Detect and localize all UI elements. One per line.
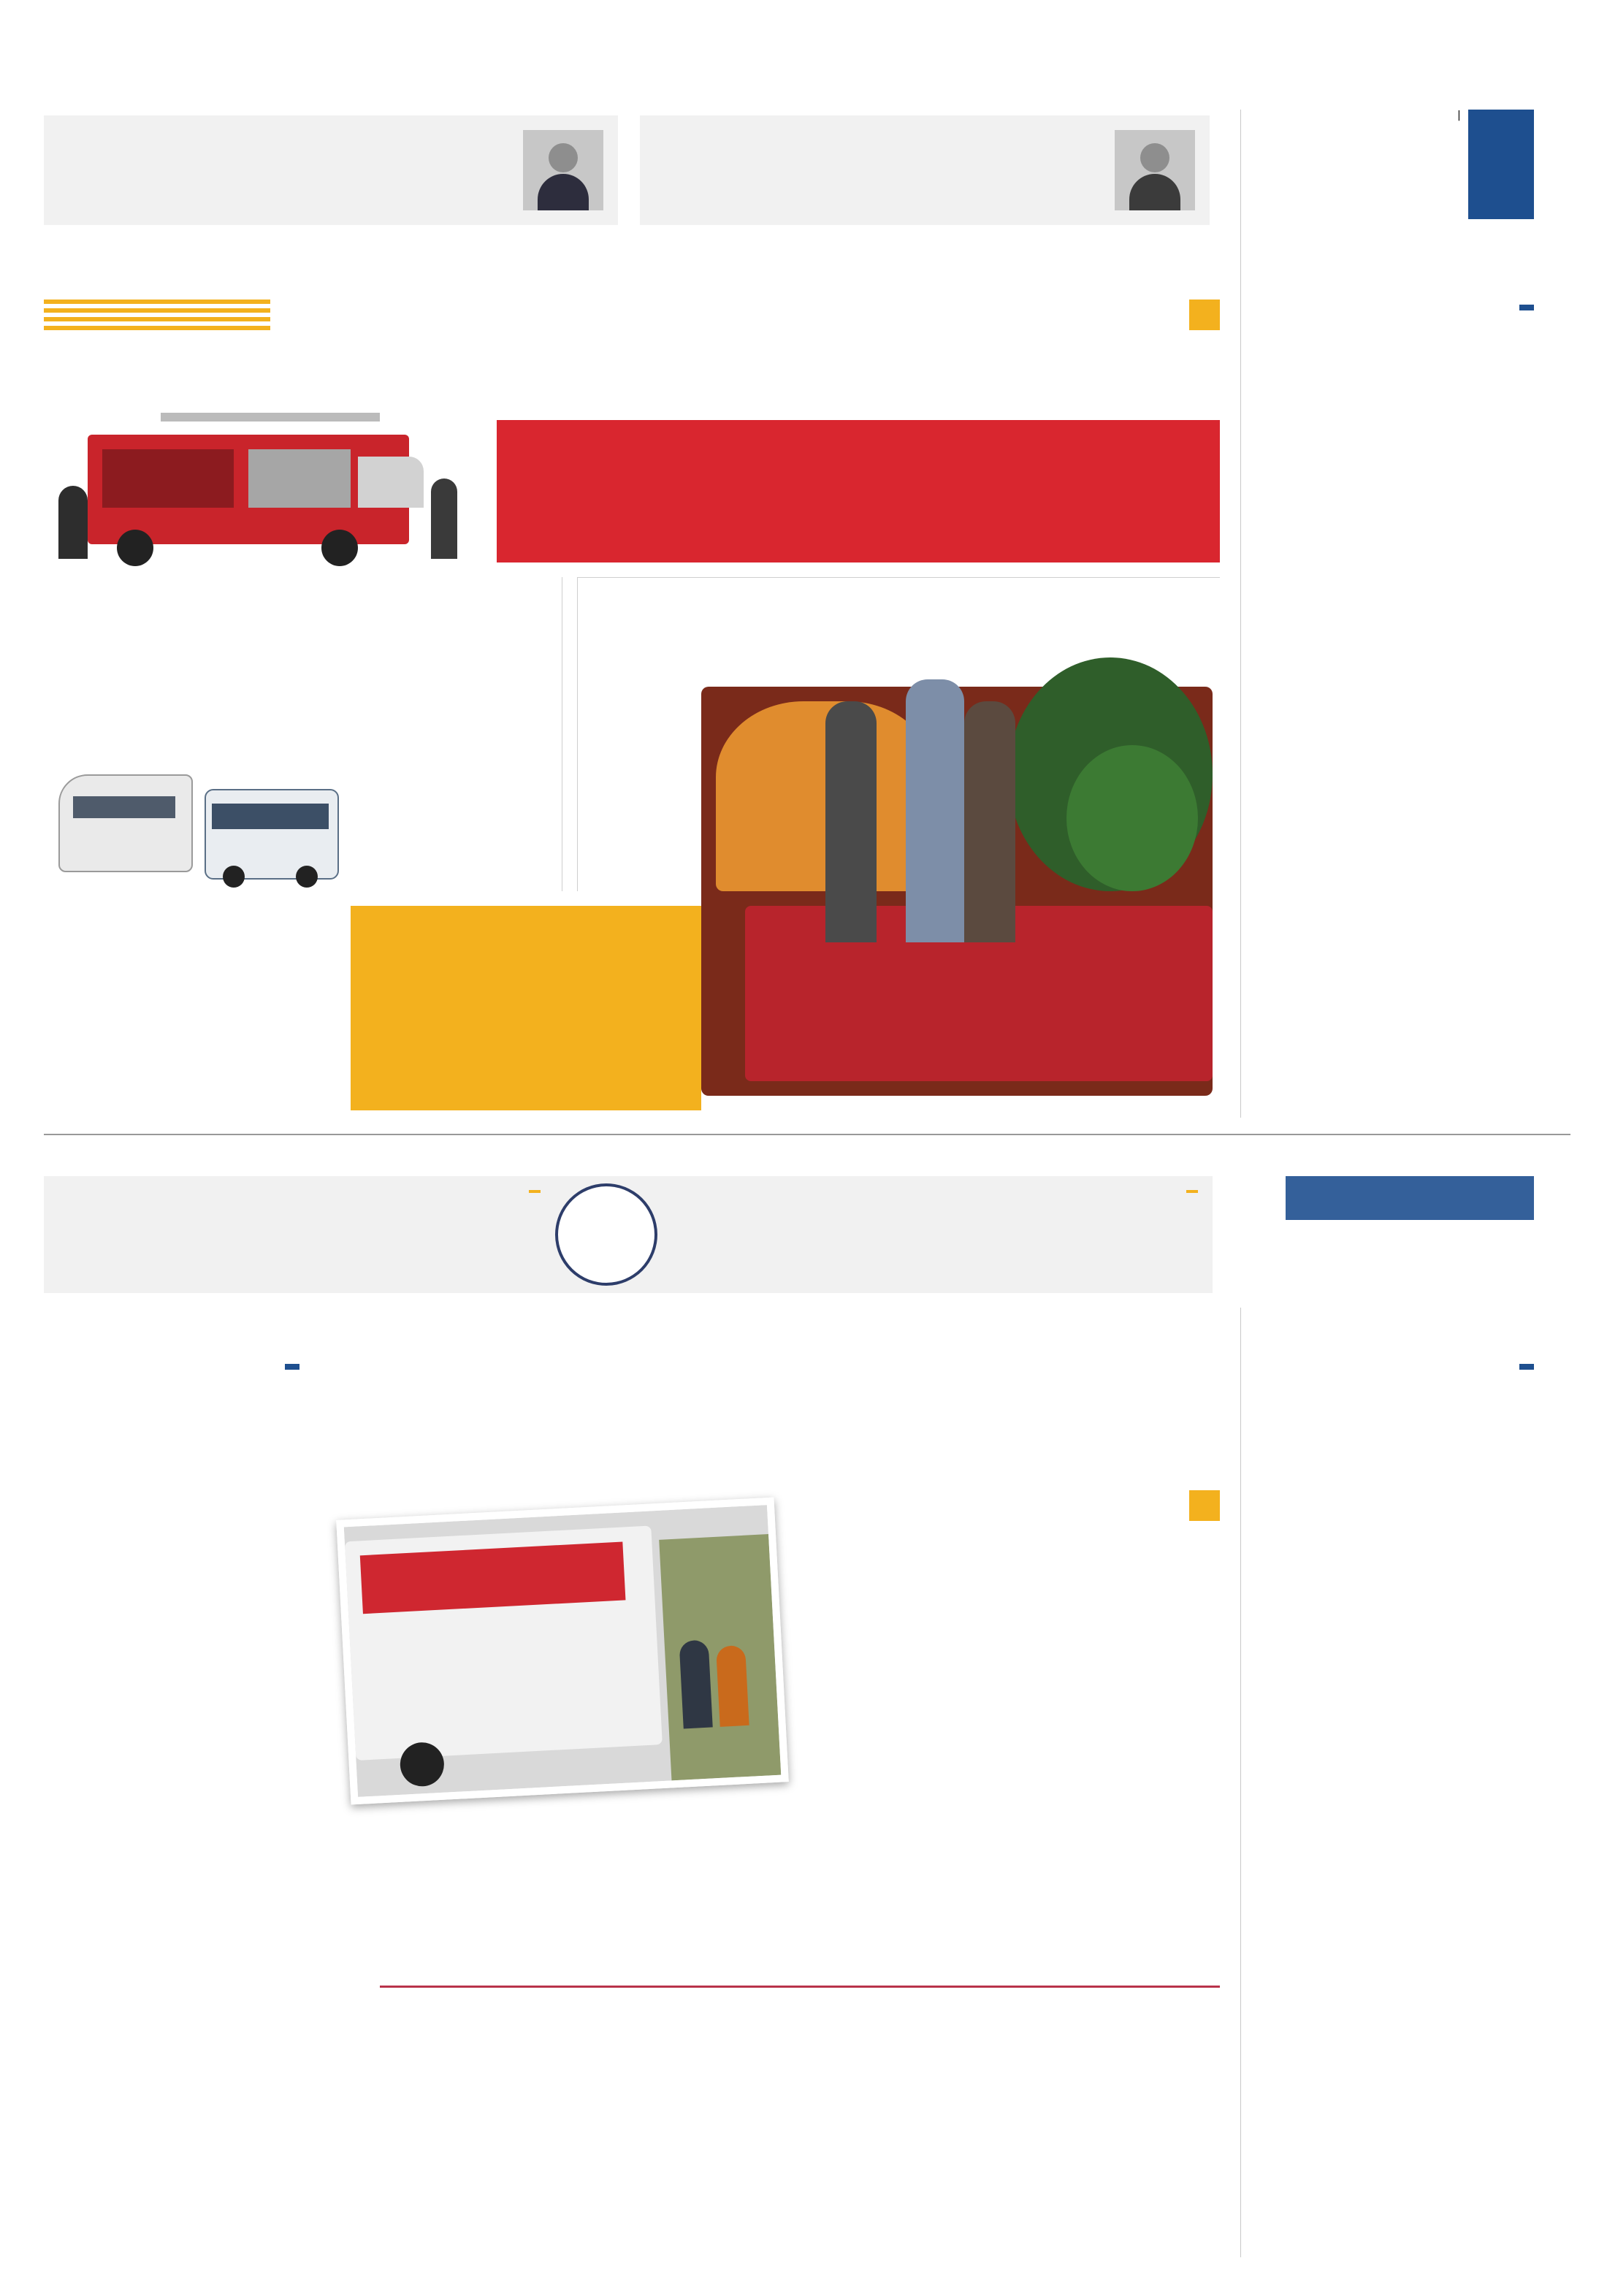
health-logo-bottom [1286,1227,1534,1286]
market-box [351,906,701,1110]
page-editor [1286,257,1534,273]
sidebar-news [1286,1359,1534,2257]
emergency-column [44,1359,299,2257]
news-stamp [546,1176,667,1293]
mid-strip [44,1176,1213,1293]
main-subhead [278,369,1103,401]
mid-left-title [1186,1190,1198,1193]
ambulance-photo [336,1498,789,1805]
section-divider [44,1134,1570,1135]
hours-line [44,326,270,330]
top-brief-2 [44,115,618,225]
main-headline [278,292,1103,358]
sidebar-city [1286,300,1534,1110]
health-col-1 [1030,1490,1220,1797]
sidebar-news-label [1519,1364,1534,1370]
mid-right-title [529,1190,541,1193]
metro-bus-box [44,891,343,1110]
sidebar-label [1519,305,1534,310]
health-logo-top [1286,1176,1534,1220]
column-divider [1240,110,1241,1118]
column-divider [1240,1308,1241,2257]
stamp-text [567,1227,646,1243]
stations-box [44,577,343,789]
fire-truck-photo [44,413,497,566]
health-col-2 [804,1490,1015,1797]
hours-box [44,300,270,387]
health-subhead [314,1433,1220,1465]
portrait-photo [1115,130,1195,210]
timeline-line [380,1986,1220,1988]
health-headline [314,1344,1220,1417]
emergency-label [285,1364,299,1370]
page-number [1468,110,1534,219]
health-editor [1286,1315,1534,1331]
fire-box [497,420,1220,562]
produce-market-photo [701,657,1220,1110]
bus-column [351,577,562,891]
metro-bus-photo [44,760,343,888]
hours-line [44,317,270,321]
kicker-badge [1189,300,1220,330]
hours-line [44,308,270,313]
hours-line [44,300,270,304]
portrait-photo [523,130,603,210]
top-brief-1 [640,115,1210,225]
issue-date-line: | [1457,110,1461,121]
logo-top [1286,131,1461,168]
logo-bottom [1286,168,1461,226]
